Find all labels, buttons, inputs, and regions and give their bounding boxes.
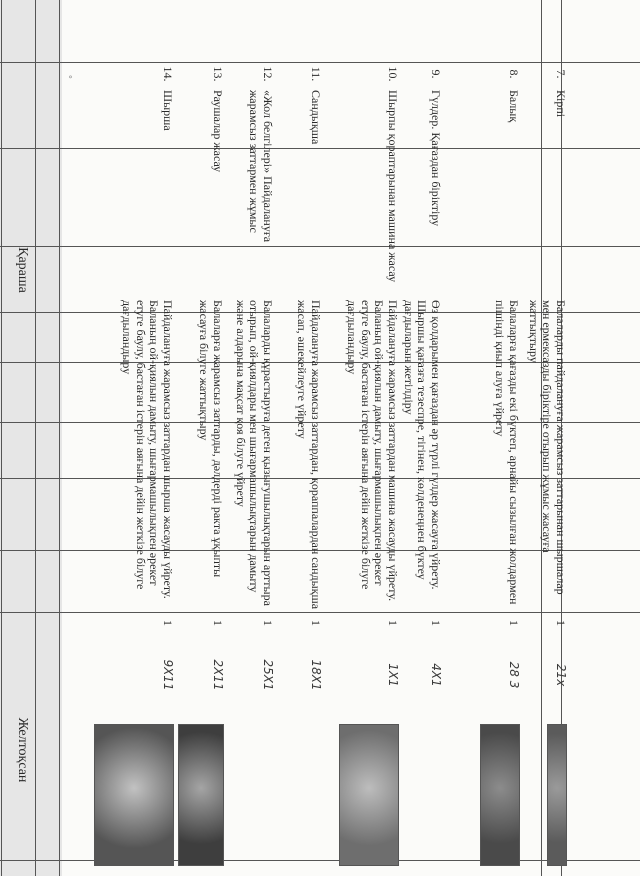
row-goal: Өз қолдарымен қағаздан әр түрлі гүлдер жасауға үйрету. Шыршы қағазға тезеспре, тігінен, көлденеңнен бүктеу дағдыларын жетілдіру — [402, 300, 443, 590]
craft-photo — [94, 724, 174, 866]
row-quantity: 1 — [554, 620, 568, 626]
row-number: 8. — [507, 69, 521, 79]
row-topic: Гүлдер. Қағаздан біріктіру — [429, 90, 443, 227]
craft-photo — [339, 724, 399, 866]
row-handwritten-note: 21х — [554, 663, 568, 687]
row-number: 10. — [386, 66, 400, 82]
row-number: 7. — [554, 69, 568, 79]
row-quantity: 1 — [161, 620, 175, 626]
craft-photo — [178, 724, 224, 866]
row-topic: Раушалар жасау — [211, 90, 225, 173]
row-topic: Кірпі — [554, 90, 568, 118]
row-goal: Пайдалануға жарамсыз заттардан, қораппалардан сандықша жасап, әшекейлеуге үйрету — [295, 300, 323, 610]
craft-photo — [480, 724, 520, 866]
row-handwritten-note: 1Х1 — [386, 663, 400, 687]
month-label-first: Желтоқсан — [15, 717, 30, 783]
row-topic: Шырша — [161, 90, 175, 131]
row-handwritten-note: 18Х1 — [309, 659, 323, 691]
row-handwritten-note: 28 3 — [507, 661, 521, 689]
row-number: 13. — [211, 66, 225, 82]
row-quantity: 1 — [507, 620, 521, 626]
row-goal: Балаларға қағазды екі бүктеп, арнайы сызылған жолдармен пішінді қиып алуға үйрету — [493, 300, 521, 605]
craft-photo — [547, 724, 567, 866]
row-topic: «Жол белгілері» Пайдалануға жарамсыз заттармен жұмыс — [247, 90, 275, 243]
row-handwritten-note: 9Х11 — [161, 659, 175, 691]
row-number: 11. — [309, 66, 323, 82]
row-goal: Балаларды құрастыруға деген қызығушылықтарын арттыра отырып, ой-қиялдары мен шығармашылықтарын дамыту және алдарына мақсат қоя білуге үйрету — [234, 300, 275, 606]
row-goal: Пайдалануға жарамсыз заттардан машина жасауды үйрету. Баланың ой-қиялын дамыту, шығармашылықпен әрекет етуге баулу, бастаған істерін аяғына дейін жеткізе білуге дағдыландыру — [345, 300, 400, 602]
row-topic: Балық — [507, 90, 521, 123]
row-topic: Сандықша — [309, 90, 323, 145]
month-label-second: Қараша — [15, 247, 30, 293]
scan-speck: ∘ — [68, 72, 73, 83]
row-handwritten-note: 4Х1 — [429, 663, 443, 687]
row-handwritten-note: 2Х11 — [211, 659, 225, 691]
row-quantity: 1 — [211, 620, 225, 626]
row-quantity: 1 — [309, 620, 323, 626]
row-handwritten-note: 25Х1 — [261, 659, 275, 691]
row-goal: Пайдалануға жарамсыз заттардан шырша жасауды үйрету. Баланың ой-қиялын дамыту, шығармашылықпен әрекет етуге баулу, бастаған істерін аяғына дейін жеткізе білуге дағдыландыру — [120, 300, 175, 599]
row-number: 12. — [261, 66, 275, 82]
row-number: 9. — [429, 69, 443, 79]
row-goal: Балаларға жарамсыз заттарды, дәлдерді ракта ұқыпты жасауға білуге жаттықтыру — [197, 300, 225, 578]
row-quantity: 1 — [386, 620, 400, 626]
row-topic: Шырпы қораптарынан машина жасау — [386, 90, 400, 283]
row-goal: Балаларды пайдалануға жарамсыз заттарынан шыршалар мен ермексазды біріктіре отырып жұмыс жасауға жаттықтыру — [527, 300, 568, 595]
row-number: 14. — [161, 66, 175, 82]
row-quantity: 1 — [261, 620, 275, 626]
row-quantity: 1 — [429, 620, 443, 626]
